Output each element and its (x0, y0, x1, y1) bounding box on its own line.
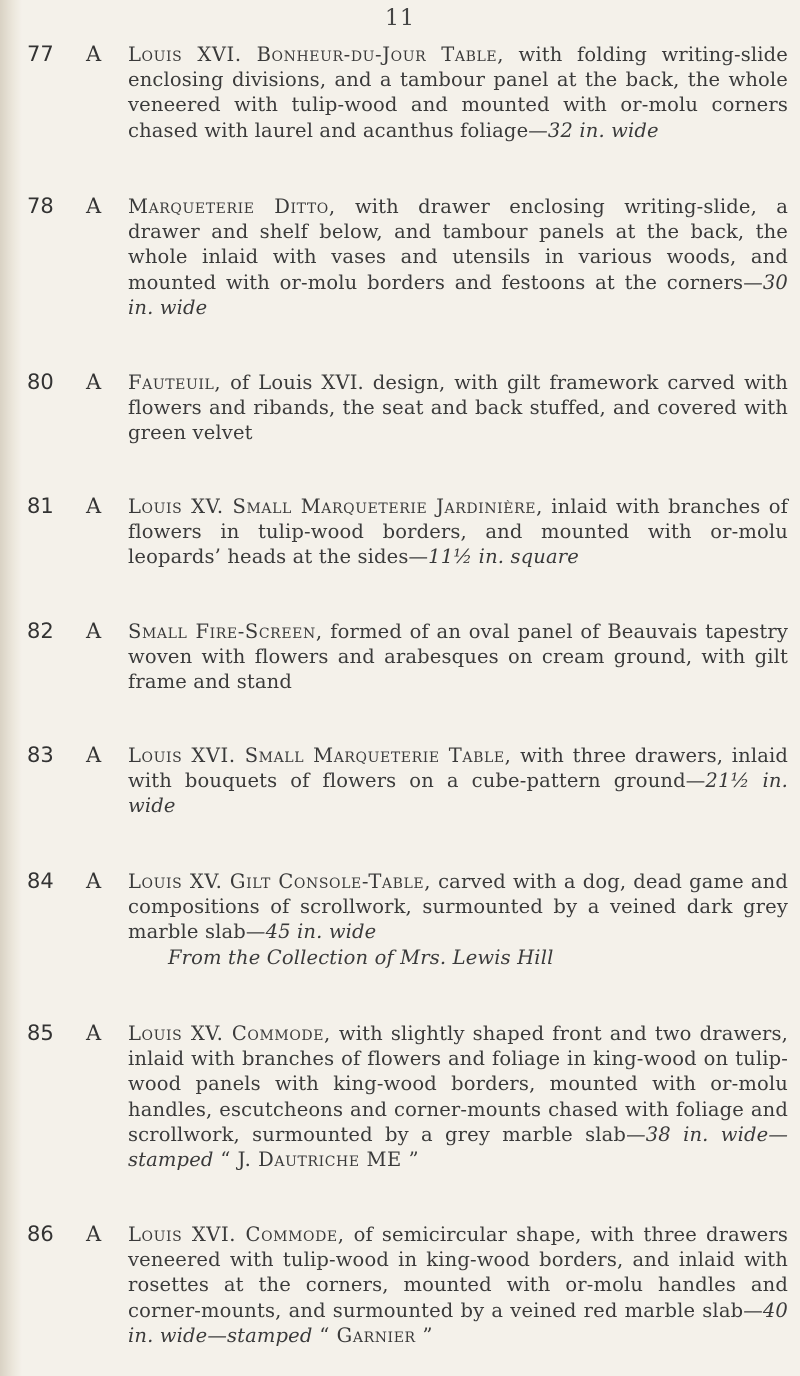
lot-number: 85 (27, 1021, 54, 1045)
lot-description (128, 1021, 788, 1172)
lot-dimension: 40 in. wide (128, 1298, 788, 1347)
lot-title: Small Fire-Screen, (128, 620, 323, 643)
lot-description (128, 619, 788, 695)
lot-number: 77 (27, 42, 54, 66)
lot-stamp-lead: —stamped (207, 1323, 313, 1347)
lot-description (128, 494, 788, 570)
page-number: 11 (385, 6, 415, 31)
lot-title: Louis XVI. Small Marqueterie Table, (128, 744, 512, 767)
lot-stamp: “ J. Dautriche ME ” (213, 1148, 420, 1172)
lot-text: carved with a dog, dead game and compositions of scrollwork, surmounted by a veined dark grey marble slab— (128, 870, 788, 944)
lot-dimension: 45 in. wide (265, 920, 377, 944)
lot-title: Louis XVI. Commode, (128, 1223, 345, 1246)
lot-number: 84 (27, 869, 54, 893)
lot-number: 83 (27, 743, 54, 767)
lot-text: with slightly shaped front and two drawers, inlaid with branches of flowers and foliage in king-wood on tulip-wood panels with king-wood borders, mounted with or-molu handles, escutcheons and corner-mounts chased with foliage and scrollwork, surmounted by a grey marble slab— (128, 1022, 788, 1146)
lot-number: 81 (27, 494, 54, 518)
lot-text: with drawer enclosing writing-slide, a drawer and shelf below, and tambour panels at the back, the whole inlaid with vases and utensils in various woods, and mounted with or-molu borders and festoons at the corners— (128, 195, 788, 294)
lot-text: with three drawers, inlaid with bouquets of flowers on a cube-pattern ground— (128, 744, 788, 793)
lot-number: 78 (27, 194, 54, 218)
lot-title: Fauteuil, (128, 371, 222, 394)
lot-article: A (86, 619, 102, 643)
lot-provenance: From the Collection of Mrs. Lewis Hill (168, 945, 554, 969)
lot-text: of semicircular shape, with three drawers veneered with tulip-wood in king-wood borders, and inlaid with rosettes at the corners, mounted with or-molu handles and corner-mounts, and surmounted by a veined red marble slab— (128, 1223, 789, 1322)
lot-article: A (86, 370, 102, 394)
lot-article: A (86, 42, 102, 66)
lot-article: A (86, 743, 102, 767)
lot-dimension: 21½ in. wide (128, 769, 788, 818)
lot-description (128, 370, 788, 446)
lot-text: with folding writing-slide enclosing divisions, and a tambour panel at the back, the whole veneered with tulip-wood and mounted with or-molu corners chased with laurel and acanthus foliage— (128, 43, 788, 142)
lot-number: 80 (27, 370, 54, 394)
lot-text: of Louis XVI. design, with gilt framework carved with flowers and ribands, the seat and back stuffed, and covered with green velvet (128, 371, 788, 445)
lot-stamp: “ Garnier ” (312, 1323, 434, 1347)
lot-text: formed of an oval panel of Beauvais tapestry woven with flowers and arabesques on cream ground, with gilt frame and stand (128, 620, 788, 694)
lot-dimension: 32 in. wide (547, 118, 659, 142)
lot-description (128, 869, 788, 970)
lot-description (128, 42, 788, 143)
lot-description (128, 1222, 788, 1348)
page-edge-shadow (0, 0, 22, 1376)
lot-stamp-lead: —stamped (128, 1122, 788, 1172)
lot-article: A (86, 494, 102, 518)
lot-title: Louis XV. Small Marqueterie Jardinière, (128, 495, 543, 518)
lot-article: A (86, 1222, 102, 1246)
lot-title: Louis XV. Commode, (128, 1022, 331, 1045)
lot-dimension: 11½ in. square (428, 545, 579, 569)
lot-text: inlaid with branches of flowers in tulip-wood borders, and mounted with or-molu leopards’ heads at the sides— (128, 495, 788, 569)
lot-dimension: 30 in. wide (128, 270, 788, 319)
lot-title: Louis XVI. Bonheur-du-Jour Table, (128, 43, 504, 66)
lot-title: Marqueterie Ditto, (128, 195, 336, 218)
lot-article: A (86, 194, 102, 218)
lot-article: A (86, 1021, 102, 1045)
lot-number: 86 (27, 1222, 54, 1246)
lot-description (128, 194, 788, 320)
lot-number: 82 (27, 619, 54, 643)
lot-description (128, 743, 788, 819)
lot-title: Louis XV. Gilt Console-Table, (128, 870, 432, 893)
lot-article: A (86, 869, 102, 893)
lot-dimension: 38 in. wide (645, 1122, 769, 1146)
